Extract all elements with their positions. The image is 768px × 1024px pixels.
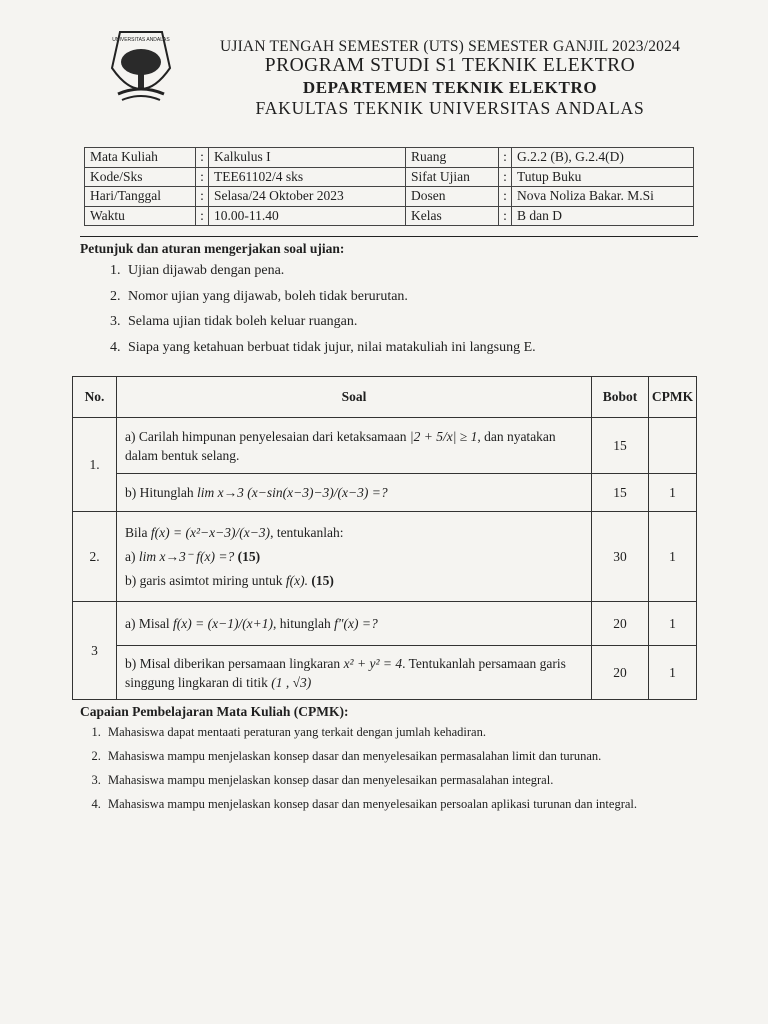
info-value: Kalkulus I (209, 148, 406, 168)
program-name: PROGRAM STUDI S1 TEKNIK ELEKTRO (264, 55, 636, 76)
info-label: Dosen (406, 187, 499, 207)
question-number: 3 (73, 602, 117, 700)
faculty-name: FAKULTAS TEKNIK UNIVERSITAS ANDALAS (255, 98, 645, 118)
question-math: f(x) = (x²−x−3)/(x−3) (150, 524, 271, 540)
list-item: 4. Siapa yang ketahuan berbuat tidak jujur, nilai matakuliah ini langsung E. (124, 335, 724, 361)
info-label: Kelas (406, 206, 499, 226)
info-row (85, 187, 694, 207)
info-label: Hari/Tanggal (85, 187, 196, 207)
question-math: f(x) = (x−1)/(x+1) (173, 616, 274, 631)
question-math: x² + y² = 4 (343, 655, 403, 671)
question-math: (1 , √3) (271, 674, 312, 690)
info-row (85, 167, 694, 187)
header-divider (80, 236, 698, 237)
col-header-no: No. (73, 377, 117, 418)
info-colon: : (196, 148, 209, 168)
table-row (73, 474, 697, 512)
info-colon: : (499, 187, 512, 207)
bobot-value: 15 (592, 418, 649, 474)
bobot-value: 15 (592, 474, 649, 512)
question-text: , tentukanlah: (270, 524, 344, 540)
list-item: 1. Mahasiswa dapat mentaati peraturan yang terkait dengan jumlah kehadiran. (104, 724, 706, 741)
question-text: a) (125, 548, 139, 564)
info-colon: : (499, 206, 512, 226)
question-text: a) Carilah himpunan penyelesaian dari ketaksamaan (125, 428, 410, 444)
instructions-list (80, 258, 724, 360)
table-row (73, 512, 697, 602)
cpmk-value: 1 (649, 512, 697, 602)
question-number: 2. (73, 512, 117, 602)
cpmk-title: Capaian Pembelajaran Mata Kuliah (CPMK): (80, 704, 349, 719)
question-number: 1. (73, 418, 117, 512)
info-colon: : (499, 148, 512, 168)
question-math: f(x). (285, 572, 308, 588)
table-header-row (73, 377, 697, 418)
info-colon: : (196, 167, 209, 187)
info-label: Waktu (85, 206, 196, 226)
instructions-title: Petunjuk dan aturan mengerjakan soal ujian: (80, 241, 345, 256)
info-value: 10.00-11.40 (209, 206, 406, 226)
table-row (73, 418, 697, 474)
info-label: Kode/Sks (85, 167, 196, 187)
info-colon: : (196, 206, 209, 226)
table-row (73, 602, 697, 646)
question-text: , hitunglah (273, 616, 335, 631)
question-2 (117, 512, 592, 602)
info-colon: : (196, 187, 209, 207)
department-name: DEPARTEMEN TEKNIK ELEKTRO (302, 78, 598, 97)
info-row (85, 206, 694, 226)
list-item: 3. Selama ujian tidak boleh keluar ruangan. (124, 309, 724, 335)
questions-table (72, 376, 697, 700)
question-3a (117, 602, 592, 646)
col-header-bobot: Bobot (592, 377, 649, 418)
points-label: (15) (237, 548, 261, 564)
question-math: |2 + 5/x| ≥ 1 (409, 428, 478, 444)
points-label: (15) (311, 572, 334, 588)
logo-text: UNIVERSITAS ANDALAS (112, 37, 170, 43)
table-row (73, 646, 697, 700)
info-value: Tutup Buku (512, 167, 694, 187)
course-info-table (84, 147, 694, 226)
question-1a (117, 418, 592, 474)
question-math: f″(x) =? (334, 616, 378, 631)
cpmk-value: 1 (649, 602, 697, 646)
bobot-value: 20 (592, 646, 649, 700)
info-colon: : (499, 167, 512, 187)
col-header-cpmk: CPMK (649, 377, 697, 418)
list-item: 4. Mahasiswa mampu menjelaskan konsep dasar dan menyelesaikan persoalan aplikasi turunan dan integral. (104, 796, 706, 813)
question-text: b) garis asimtot miring untuk (125, 572, 286, 588)
question-intro (125, 521, 583, 545)
cpmk-value (649, 418, 697, 474)
cpmk-value: 1 (649, 646, 697, 700)
question-2b (125, 569, 583, 593)
question-2a (125, 545, 583, 569)
question-math: lim x→3 (x−sin(x−3)−3)/(x−3) =? (197, 485, 388, 500)
info-value: Selasa/24 Oktober 2023 (209, 187, 406, 207)
question-math: lim x→3⁻ f(x) =? (138, 548, 235, 564)
list-item: 1. Ujian dijawab dengan pena. (124, 258, 724, 284)
info-label: Mata Kuliah (85, 148, 196, 168)
exam-title: UJIAN TENGAH SEMESTER (UTS) SEMESTER GANJIL 2023/2024 (219, 38, 681, 55)
question-1b (117, 474, 592, 512)
info-row (85, 148, 694, 168)
info-value: B dan D (512, 206, 694, 226)
question-text: b) Hitunglah (125, 485, 197, 500)
list-item: 2. Nomor ujian yang dijawab, boleh tidak berurutan. (124, 284, 724, 310)
cpmk-value: 1 (649, 474, 697, 512)
universitas-andalas-seal-icon (100, 28, 182, 112)
bobot-value: 20 (592, 602, 649, 646)
list-item: 2. Mahasiswa mampu menjelaskan konsep dasar dan menyelesaikan permasalahan limit dan turunan. (104, 748, 706, 765)
list-item: 3. Mahasiswa mampu menjelaskan konsep dasar dan menyelesaikan permasalahan integral. (104, 772, 706, 789)
info-label: Sifat Ujian (406, 167, 499, 187)
col-header-soal: Soal (117, 377, 592, 418)
info-label: Ruang (406, 148, 499, 168)
question-text: Bila (125, 524, 151, 540)
question-text: . Tentukanlah persamaan garis singgung lingkaran di titik (125, 655, 566, 690)
info-value: TEE61102/4 sks (209, 167, 406, 187)
question-text: , dan nyatakan dalam bentuk selang. (125, 428, 556, 463)
question-3b (117, 646, 592, 700)
bobot-value: 30 (592, 512, 649, 602)
info-value: Nova Noliza Bakar. M.Si (512, 187, 694, 207)
question-text: b) Misal diberikan persamaan lingkaran (125, 655, 344, 671)
question-text: a) Misal (125, 616, 173, 631)
cpmk-list (84, 724, 706, 820)
info-value: G.2.2 (B), G.2.4(D) (512, 148, 694, 168)
